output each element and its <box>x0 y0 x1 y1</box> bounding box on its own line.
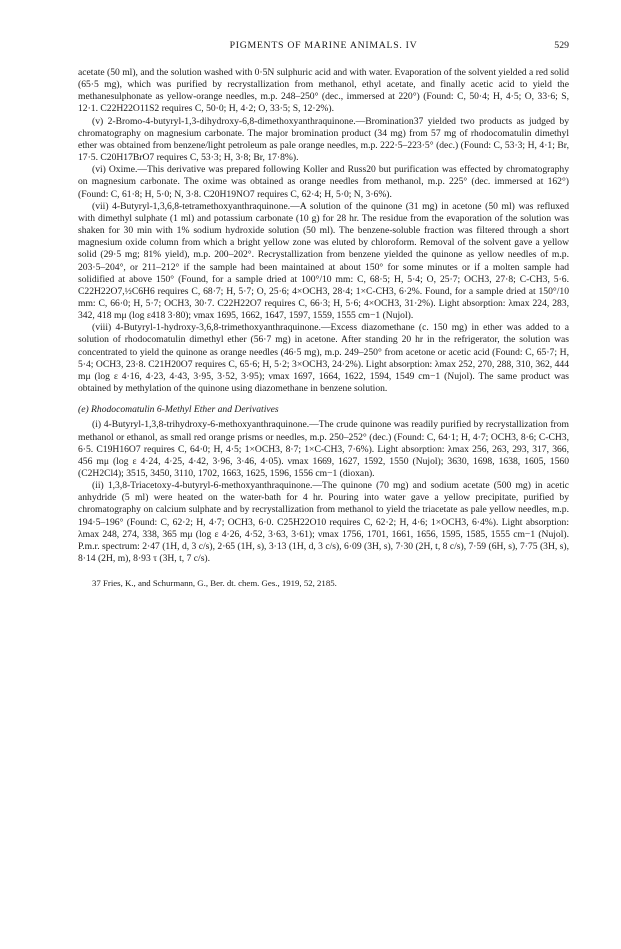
running-title: PIGMENTS OF MARINE ANIMALS. IV <box>229 40 418 51</box>
section-heading: (e) Rhodocomatulin 6-Methyl Ether and Derivatives <box>78 404 279 416</box>
paragraph-tetramethoxy: (vii) 4-Butyryl-1,3,6,8-tetramethoxyanthraquinone.—A solution of the quinone (31 mg) in acetone (50 ml) was refluxed with dimethyl sulphate (1 ml) and potassium carbonate (10 g) for 28 hr. The residue from the evaporation of the solution was shaken for 30 min with 1% sodium hydroxide solution (50 ml). The benzene-soluble fraction was filtered through a short magnesium oxide column from which a bright yellow zone was eluted by chloroform. Removal of the solvent gave a yellow solid (29·5 mg; 81% yield), m.p. 200–202°. Recrystallization from benzene yielded the quinone as yellow needles of m.p. 203·5–204°, or 211–212° if the sample had been maintained at about 150° for some minutes or if a molten sample had solidified at above 150° (Found, for a sample dried at 100°/10 mm: C, 68·5; H, 5·4; O, 25·7; OCH3, 27·8; C-CH3, 5·6. C22H22O7,½C6H6 requires C, 68·7; H, 5·7; O, 25·6; 4×OCH3, 28·4; 1×C-CH3, 6·2%. Found, for a sample dried at 150°/10 mm: C, 66·0; H, 5·7; OCH3, 30·7. C22H22O7 requires C, 66·3; H, 5·6; 4×OCH3, 31·2%). Light absorption: λmax 224, 283, 342, 418 mμ (log ε418 3·80); νmax 1695, 1662, 1647, 1597, 1559, 1555 cm−1 (Nujol). <box>78 200 569 322</box>
footnote: 37 Fries, K., and Schurmann, G., Ber. dt. chem. Ges., 1919, 52, 2185. <box>92 578 337 589</box>
page-number: 529 <box>554 40 569 51</box>
paragraph-continuation: acetate (50 ml), and the solution washed with 0·5N sulphuric acid and with water. Evaporation of the solvent yielded a red solid (65·5 mg), which was purified by recrystallization from methanol, ethyl acetate, and finally acetic acid to yield the methanesulphonate as yellow-orange needles, m.p. 248–250° (dec., immersed at 220°) (Found: C, 50·4; H, 4·5; O, 33·6; S, 12·1. C22H22O11S2 requires C, 50·0; H, 4·2; O, 33·5; S, 12·2%). <box>78 67 570 115</box>
paragraph-oxime: (vi) Oxime.—This derivative was prepared following Koller and Russ20 but purification was effected by chromatography on magnesium carbonate. The oxime was obtained as orange needles from methanol, m.p. 225° (dec. immersed at 162°) (Found: C, 61·8; H, 5·0; N, 3·8. C20H19NO7 requires C, 62·4; H, 5·0; N, 3·6%). <box>78 164 569 200</box>
paragraph-triacetoxy: (ii) 1,3,8-Triacetoxy-4-butyryl-6-methoxyanthraquinone.—The quinone (70 mg) and sodium acetate (500 mg) in acetic anhydride (5 ml) were heated on the water-bath for 4 hr. Pouring into water gave a yellow precipitate, purified by chromatography on calcium sulphate and by recrystallization from methanol to yield the triacetate as pale yellow needles, m.p. 194·5–196° (Found: C, 62·2; H, 4·7; OCH3, 6·0. C25H22O10 requires C, 62·2; H, 4·6; 1×OCH3, 6·4%). Light absorption: λmax 248, 274, 338, 365 mμ (log ε 4·26, 4·52, 3·63, 3·61); νmax 1756, 1701, 1661, 1656, 1595, 1585, 1555 cm−1 (Nujol). P.m.r. spectrum: 2·47 (1H, d, 3 c/s), 2·65 (1H, s), 3·13 (1H, d, 3 c/s), 6·09 (3H, s), 7·30 (2H, t, 8 c/s), 7·59 (6H, s), 7·75 (3H, s), 8·14 (2H, m), 8·93 τ (3H, t, 7 c/s). <box>78 480 569 565</box>
paragraph-trimethoxy: (viii) 4-Butyryl-1-hydroxy-3,6,8-trimethoxyanthraquinone.—Excess diazomethane (c. 150 mg) in ether was added to a solution of rhodocomatulin dimethyl ether (56·7 mg) in acetone. After standing 20 hr in the refrigerator, the solution was concentrated to yield the quinone as orange needles (46·5 mg), m.p. 249–250° from acetone or acetic acid (Found: C, 65·7; H, 5·4; OCH3, 23·8. C21H20O7 requires C, 65·6; H, 5·2; 3×OCH3, 24·2%). Light absorption: λmax 252, 270, 288, 310, 362, 444 mμ (log ε 4·16, 4·23, 4·43, 3·95, 3·52, 3·95); νmax 1697, 1664, 1622, 1594, 1549 cm−1 (Nujol). The same product was obtained by methylation of the quinone using diazomethane in benzene solution. <box>78 322 569 395</box>
paragraph-trihydroxy: (i) 4-Butyryl-1,3,8-trihydroxy-6-methoxyanthraquinone.—The crude quinone was readily purified by recrystallization from methanol or ethanol, as small red orange prisms or needles, m.p. 250–252° (dec.) (Found: C, 64·1; H, 4·7; OCH3, 8·6; C-CH3, 6·5. C19H16O7 requires C, 64·0; H, 4·5; 1×OCH3, 8·7; 1×C-CH3, 7·6%). Light absorption: λmax 256, 263, 293, 317, 366, 456 mμ (log ε 4·24, 4·25, 4·42, 3·96, 3·46, 4·05). νmax 1669, 1627, 1592, 1550 (Nujol); 3630, 1698, 1638, 1605, 1560 (C2H2Cl4); 3515, 3450, 3110, 1702, 1663, 1625, 1596, 1556 cm−1 (dioxan). <box>78 419 569 479</box>
paragraph-bromination: (v) 2-Bromo-4-butyryl-1,3-dihydroxy-6,8-dimethoxyanthraquinone.—Bromination37 yielded two products as judged by chromatography on magnesium carbonate. The major bromination product (34 mg) from 57 mg of rhodocomatulin dimethyl ether was obtained from benzene/light petroleum as pale orange needles, m.p. 222·5–223·5° (dec.) (Found: C, 53·3; H, 4·1; Br, 17·5. C20H17BrO7 requires C, 53·3; H, 3·8; Br, 17·8%). <box>78 115 569 164</box>
running-head <box>78 40 569 54</box>
